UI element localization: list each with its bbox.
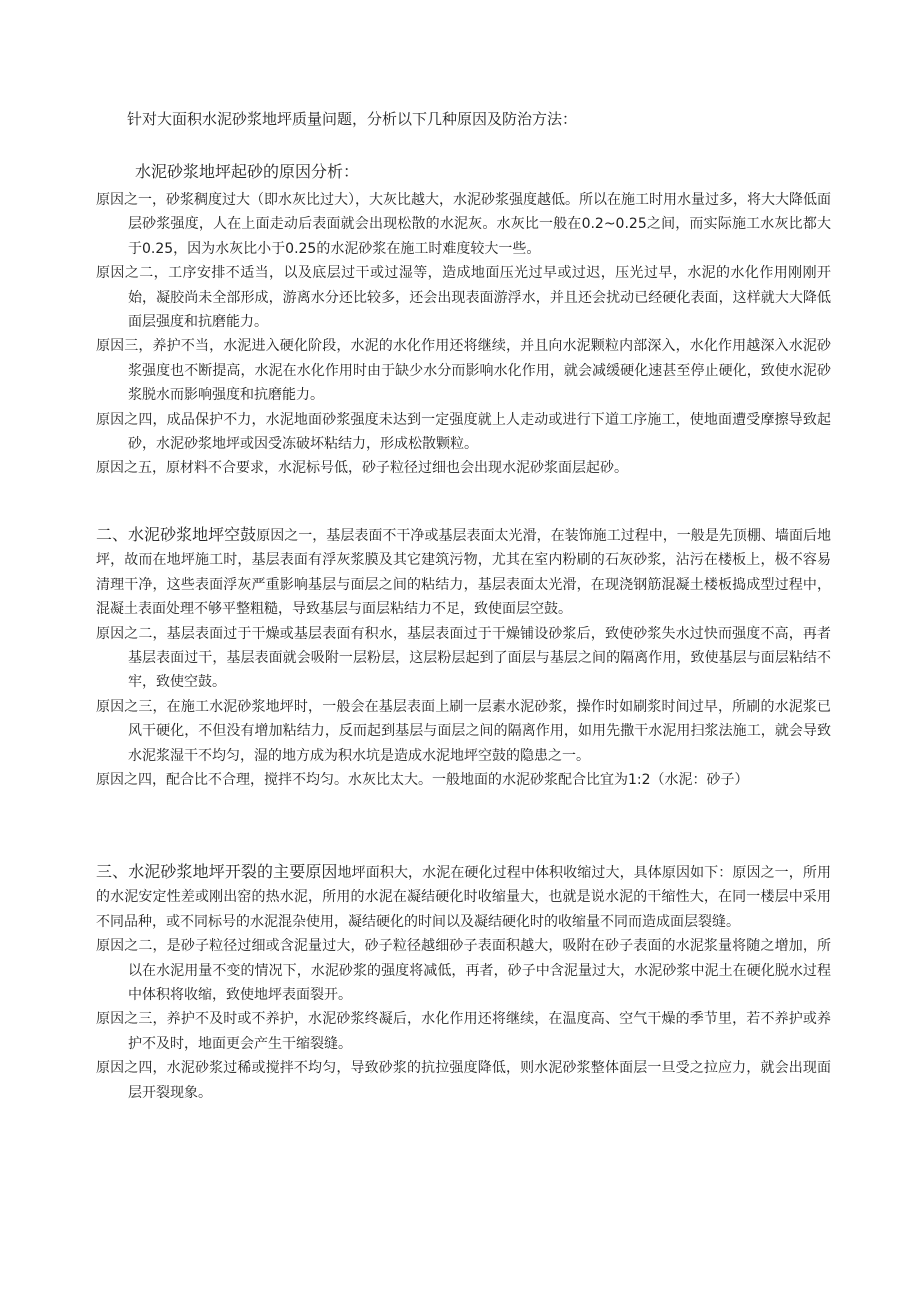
section1-cause: 原因之五，原材料不合要求，水泥标号低，砂子粒径过细也会出现水泥砂浆面层起砂。 [96,460,628,477]
section2-cause: 原因之二，基层表面过于干燥或基层表面有积水，基层表面过于干燥铺设砂浆后，致使砂浆失水过快而强度不高，再者基层表面过干，基层表面就会吸附一层粉层，这层粉层起到了面层与基层之间的隔离作用，致使基层与面层粘结不牢，致使空鼓。 [96,625,831,691]
section1-cause: 原因之一，砂浆稠度过大（即水灰比过大），大灰比越大，水泥砂浆强度越低。所以在施工时用水量过多，将大大降低面层砂浆强度，人在上面走动后表面就会出现松散的水泥灰。水灰比一般在0.2~0.25之间，而实际施工水灰比都大于0.25，因为水灰比小于0.25的水泥砂浆在施工时难度较大一些。 [96,192,831,257]
section1-cause: 原因之四，成品保护不力，水泥地面砂浆强度未达到一定强度就上人走动或进行下道工序施工，使地面遭受摩擦导致起砂，水泥砂浆地坪或因受冻破坏粘结力，形成松散颗粒。 [96,411,831,453]
section1-cause: 原因三，养护不当，水泥进入硬化阶段，水泥的水化作用还将继续，并且向水泥颗粒内部深入，水化作用越深入水泥砂浆强度也不断提高，水泥在水化作用时由于缺少水分而影响水化作用，就会减缓硬化速甚至停止硬化，致使水泥砂浆脱水而影响强度和抗磨能力。 [96,338,831,404]
section2-cause: 原因之四，配合比不合理，搅拌不均匀。水灰比太大。一般地面的水泥砂浆配合比宜为1:2（水泥：砂子） [96,772,749,789]
section2-cause: 原因之三，在施工水泥砂浆地坪时，一般会在基层表面上刷一层素水泥砂浆，操作时如刷浆时间过早，所刷的水泥浆已风干硬化，不但没有增加粘结力，反而起到基层与面层之间的隔离作用，如用先撒干水泥用扫浆法施工，就会导致水泥浆湿干不均匀，湿的地方成为积水坑是造成水泥地坪空鼓的隐患之一。 [96,698,831,764]
section3-title: 三、水泥砂浆地坪开裂的主要原因 [96,862,338,881]
section3-cause: 原因之二，是砂子粒径过细或含泥量过大，砂子粒径越细砂子表面积越大，吸附在砂子表面的水泥浆量将随之增加，所以在水泥用量不变的情况下，水泥砂浆的强度将减低，再者，砂子中含泥量过大，水泥砂浆中泥土在硬化脱水过程中体积将收缩，致使地坪表面裂开。 [96,938,831,1004]
section1-heading: 水泥砂浆地坪起砂的原因分析： [135,162,360,181]
section1-cause: 原因之二，工序安排不适当，以及底层过干或过湿等，造成地面压光过早或过迟，压光过早，水泥的水化作用刚刚开始，凝胶尚未全部形成，游离水分还比较多，还会出现表面游浮水，并且还会扰动已经硬化表面，这样就大大降低面层强度和抗磨能力。 [96,265,831,331]
section2-body [96,523,831,792]
section1-body [96,188,831,481]
section3-lead-text: 地坪面积大，水泥在硬化过程中体积收缩过大，具体原因如下：原因之一，所用的水泥安定性差或刚出窑的热水泥，所用的水泥在凝结硬化时收缩量大，也就是说水泥的干缩性大，在同一楼层中采用不同品种，或不同标号的水泥混杂使用，凝结硬化的时间以及凝结硬化时的收缩量不同而造成面层裂缝。 [96,865,831,930]
section2-lead-text: 原因之一，基层表面不干净或基层表面太光滑，在装饰施工过程中，一般是先顶棚、墙面后地坪，故而在地坪施工时，基层表面有浮灰浆膜及其它建筑污物，尤其在室内粉刷的石灰砂浆，沾污在楼板上，极不容易清理干净，这些表面浮灰严重影响基层与面层之间的粘结力，基层表面太光滑，在现浇钢筋混凝土楼板捣成型过程中，混凝土表面处理不够平整粗糙，导致基层与面层粘结力不足，致使面层空鼓。 [96,528,831,618]
section2-lead [96,523,831,622]
section3-body [96,860,831,1105]
section3-lead [96,860,831,934]
section3-cause: 原因之三，养护不及时或不养护，水泥砂浆终凝后，水化作用还将继续，在温度高、空气干燥的季节里，若不养护或养护不及时，地面更会产生干缩裂缝。 [96,1011,831,1052]
intro-text: 针对大面积水泥砂浆地坪质量问题，分析以下几种原因及防治方法： [127,110,578,128]
section2-title: 二、水泥砂浆地坪空鼓 [96,525,257,544]
section3-cause: 原因之四，水泥砂浆过稀或搅拌不均匀，导致砂浆的抗拉强度降低，则水泥砂浆整体面层一旦受之拉应力，就会出现面层开裂现象。 [96,1060,831,1101]
